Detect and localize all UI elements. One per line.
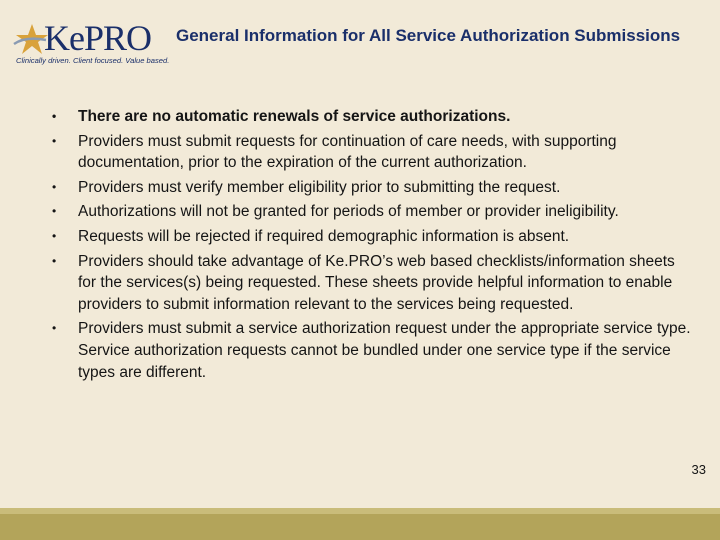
bullet-text: There are no automatic renewals of service authorizations. xyxy=(78,108,511,125)
bullet-icon: • xyxy=(52,204,57,219)
bullet-item xyxy=(52,251,692,316)
bullet-text: Requests will be rejected if required demographic information is absent. xyxy=(78,227,570,245)
bullet-icon: • xyxy=(52,133,57,148)
bullet-icon: • xyxy=(52,321,57,336)
bullet-text: Authorizations will not be granted for periods of member or provider ineligibility. xyxy=(78,203,619,221)
bullet-item xyxy=(52,177,692,199)
bullet-icon: • xyxy=(52,228,57,243)
page-number: 33 xyxy=(691,462,706,477)
bullet-item xyxy=(52,318,692,383)
bullet-icon: • xyxy=(52,253,57,268)
bullet-text: Providers must verify member eligibility prior to submitting the request. xyxy=(78,178,561,196)
bullet-item xyxy=(52,226,692,248)
bullet-list xyxy=(52,106,692,386)
bullet-text: Providers must submit requests for continuation of care needs, with supporting documentation, prior to the expiration of the current authorization. xyxy=(78,132,617,172)
bullet-text: Providers must submit a service authorization request under the appropriate service type. Service authorization requests cannot be bundled under one service type if the service types are different. xyxy=(78,320,691,381)
bullet-icon: • xyxy=(52,179,57,194)
footer-band-highlight xyxy=(0,508,720,514)
bullet-item xyxy=(52,106,692,128)
bullet-item xyxy=(52,131,692,174)
slide-header xyxy=(0,0,720,82)
kepro-logo xyxy=(12,16,170,66)
bullet-text: Providers should take advantage of Ke.PRO’s web based checklists/information sheets for the services(s) being requested. These sheets provide helpful information to enable providers to submit information relevant to the services being requested. xyxy=(78,252,675,313)
bullet-icon: • xyxy=(52,109,57,123)
bullet-item xyxy=(52,201,692,223)
slide-title: General Information for All Service Authorization Submissions xyxy=(176,26,681,45)
logo-tagline: Clinically driven. Client focused. Value based. xyxy=(16,56,170,65)
logo-wordmark: KePRO xyxy=(44,18,152,58)
